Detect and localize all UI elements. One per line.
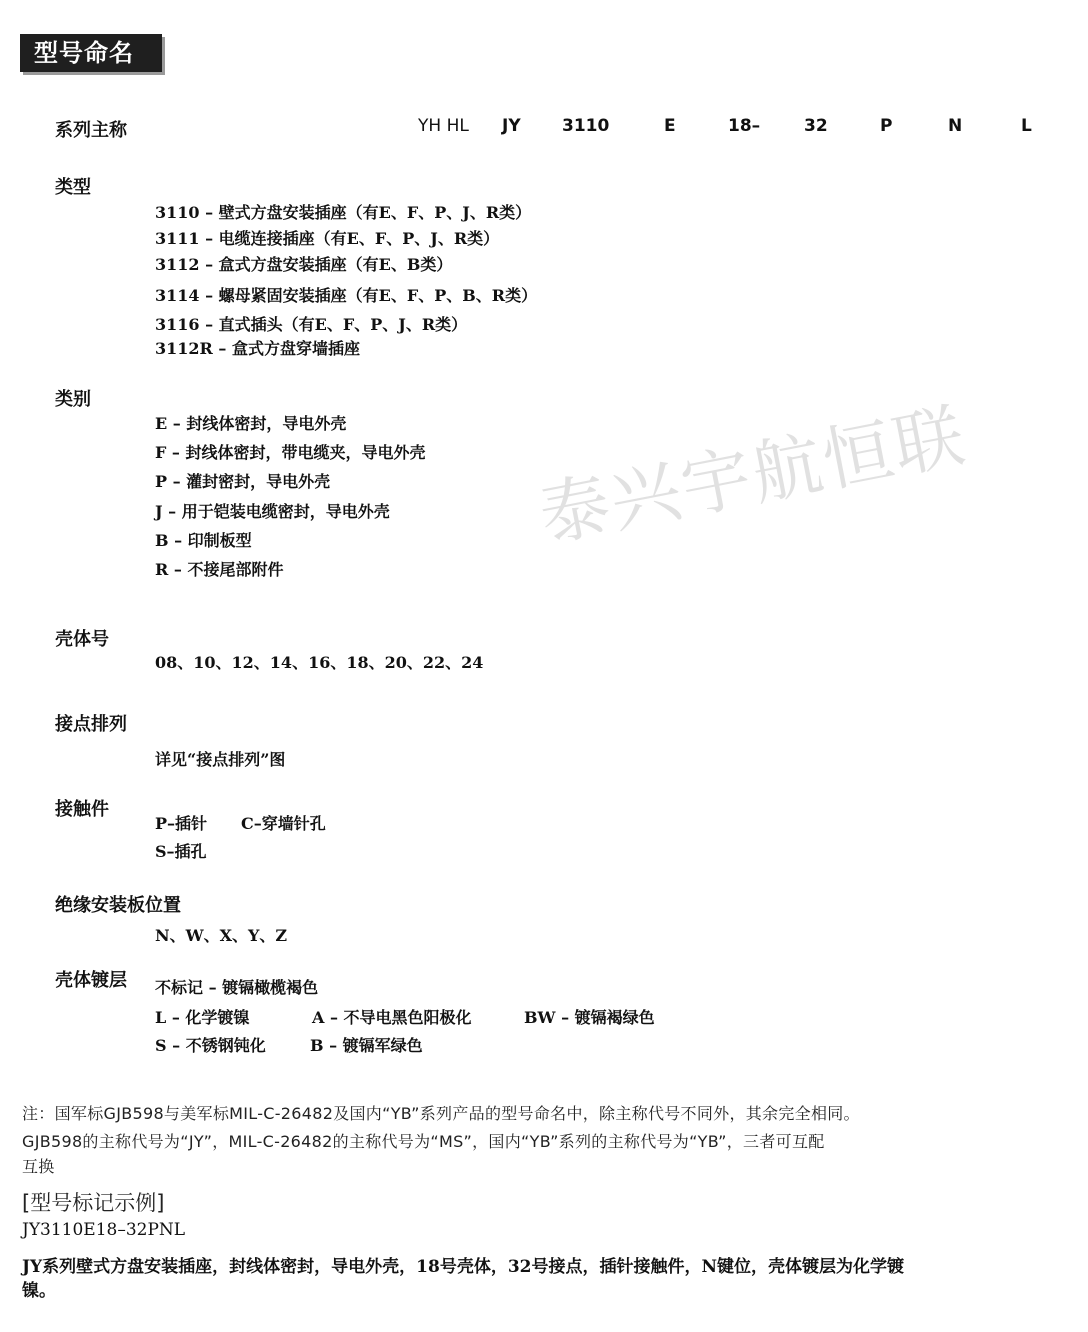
type-item: 3116 – 直式插头（有E、F、P、J、R类） (155, 315, 468, 334)
plating-s: S – 不锈钢钝化 (155, 1036, 266, 1055)
type-item: 3111 – 电缆连接插座（有E、F、P、J、R类） (155, 229, 500, 248)
code-insulator: N (948, 116, 963, 136)
watermark: 泰兴宇航恒联 (532, 394, 973, 558)
note-line: 注：国军标GJB598与美军标MIL-C-26482及国内“YB”系列产品的型号命名中，除主称代号不同外，其余完全相同。 (22, 1104, 860, 1123)
contact-c: C–穿墙针孔 (241, 814, 326, 833)
contact-s: S–插孔 (155, 842, 207, 861)
type-item: 3112 – 盒式方盘安装插座（有E、B类） (155, 255, 453, 274)
plating-label: 壳体镀层 (55, 970, 127, 991)
section-banner: 型号命名 (20, 34, 162, 72)
category-item: B – 印制板型 (155, 531, 252, 550)
type-item: 3110 – 壁式方盘安装插座（有E、F、P、J、R类） (155, 203, 532, 222)
example-title: [型号标记示例] (22, 1191, 165, 1215)
contact-label: 接触件 (55, 799, 109, 820)
plating-a: A – 不导电黑色阳极化 (312, 1008, 472, 1027)
arrangement-value: 详见“接点排列”图 (155, 750, 286, 769)
note-line: 互换 (22, 1157, 55, 1176)
code-yhhl: YH HL (418, 116, 469, 136)
example-description-end: 镍。 (22, 1281, 56, 1301)
code-jy: JY (502, 116, 521, 136)
category-item: P – 灌封密封，导电外壳 (155, 472, 331, 491)
series-label: 系列主称 (55, 120, 127, 141)
category-item: E – 封线体密封，导电外壳 (155, 414, 347, 433)
code-category: E (664, 116, 676, 136)
category-label: 类别 (55, 389, 91, 410)
insulator-values: N、W、X、Y、Z (155, 926, 288, 945)
type-item: 3112R – 盒式方盘穿墙插座 (155, 339, 360, 358)
shell-values: 08、10、12、14、16、18、20、22、24 (155, 653, 484, 672)
example-code: JY3110E18–32PNL (22, 1220, 186, 1240)
type-label: 类型 (55, 177, 91, 198)
plating-l: L – 化学镀镍 (155, 1008, 250, 1027)
plating-default: 不标记 – 镀镉橄榄褐色 (155, 978, 319, 997)
plating-b: B – 镀镉军绿色 (310, 1036, 423, 1055)
code-plating: L (1021, 116, 1032, 136)
category-item: J – 用于铠装电缆密封，导电外壳 (155, 502, 390, 521)
note-line: GJB598的主称代号为“JY”，MIL-C-26482的主称代号为“MS”，国内“YB”系列的主称代号为“YB”，三者可互配 (22, 1132, 825, 1151)
insulator-label: 绝缘安装板位置 (55, 895, 181, 916)
category-item: R – 不接尾部附件 (155, 560, 284, 579)
type-item: 3114 – 螺母紧固安装插座（有E、F、P、B、R类） (155, 286, 538, 305)
code-shell: 18– (728, 116, 761, 136)
category-item: F – 封线体密封，带电缆夹，导电外壳 (155, 443, 426, 462)
arrangement-label: 接点排列 (55, 714, 127, 735)
contact-p: P–插针 (155, 814, 208, 833)
example-description: JY系列壁式方盘安装插座，封线体密封，导电外壳，18号壳体，32号接点，插针接触件，N键位，壳体镀层为化学镀 (22, 1257, 905, 1277)
plating-bw: BW – 镀镉褐绿色 (524, 1008, 655, 1027)
code-contact: P (880, 116, 893, 136)
shell-label: 壳体号 (55, 629, 109, 650)
code-type: 3110 (562, 116, 610, 136)
code-arrangement: 32 (804, 116, 828, 136)
